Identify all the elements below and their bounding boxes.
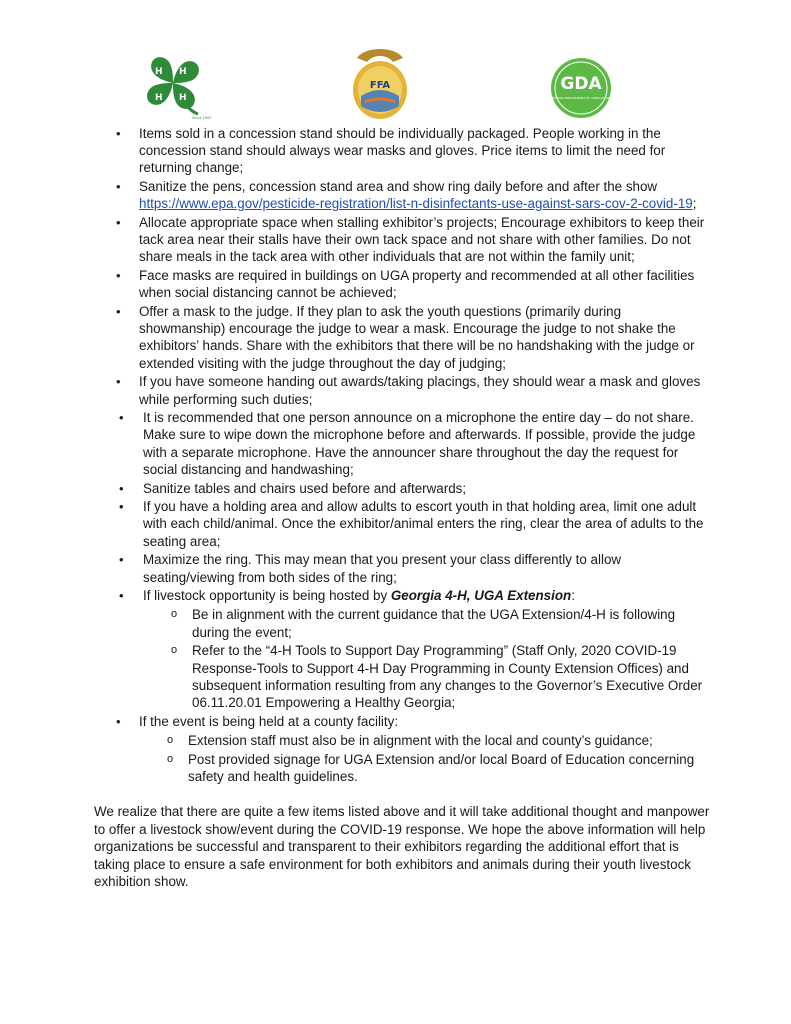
hosting-organization: Georgia 4-H, UGA Extension (390, 588, 572, 604)
ffa-emblem-logo (349, 44, 411, 122)
list-item: • Sanitize tables and chairs used before and afterwards; (0, 480, 791, 497)
header-logos (0, 0, 791, 125)
svg-text:GDA: GDA (560, 74, 602, 94)
gda-logo (549, 56, 613, 120)
svg-text:Since 1902: Since 1902 (192, 116, 212, 120)
svg-text:GEORGIA DEPARTMENT OF AGRICULT: GEORGIA DEPARTMENT OF AGRICULTURE (550, 96, 612, 100)
list-item: • Offer a mask to the judge. If they plan to ask the youth questions (primarily during showmanship) encourage the judge to wear a mask. Encourage the judge to not shake the exhibitors’ hands. Share with the exhibitors that there will be no handshaking with the judge or extended visiting with the judge throughout the day of judging; (0, 303, 791, 372)
sub-list-item: o Post provided signage for UGA Extension and/or local Board of Education concerning safety and health guidelines. (0, 751, 711, 785)
list-item: • Items sold in a concession stand should be individually packaged. People working in the concession stand should always wear masks and gloves. Price items to limit the need for returning change; (0, 125, 791, 177)
list-item: • It is recommended that one person announce on a microphone the entire day – do not share. Make sure to wipe down the microphone before and afterwards. If possible, provide the judge with a separate microphone. Have the announcer share throughout the day the request for social distancing and handwashing; (0, 409, 791, 478)
list-item: • Allocate appropriate space when stalling exhibitor’s projects; Encourage exhibitors to keep their tack area near their stalls have their own tack space and not share with other families. Do not share meals in the tack area with other individuals that are not within the family unit; (0, 214, 791, 266)
list-item: • If livestock opportunity is being hosted by Georgia 4-H, UGA Extension: o Be in alignment with the current guidance that the UGA Extension/4-H is following during the event; o Refer to the “4-H Tools to Support Day Programming” (Staff Only, 2020 COVID-19 Response-Tools to Support 4-H Day Programming in County Extension Offices) and subsequent information resulting from any changes to the Governor’s Executive Order 06.11.20.01 Empowering a Healthy Georgia; (0, 587, 791, 711)
list-item: • Sanitize the pens, concession stand area and show ring daily before and after the show https://www.epa.gov/pesticide-registration/list-n-disinfectants-use-against-sars-cov-2-covid-19; (0, 178, 791, 212)
four-h-clover-logo (140, 50, 212, 120)
closing-paragraph: We realize that there are quite a few items listed above and it will take additional thought and manpower to offer a livestock show/event during the COVID-19 response. We hope the above information will help organizations be successful and transparent to their exhibitors regarding the additional effort that is taking place to ensure a safe environment for both exhibitors and animals during their youth livestock exhibition show. (94, 804, 710, 890)
sub-list (139, 732, 711, 785)
document-body (0, 125, 791, 891)
epa-disinfectants-link[interactable]: https://www.epa.gov/pesticide-registration/list-n-disinfectants-use-against-sars-cov-2-covid-19 (139, 196, 693, 212)
svg-text:H: H (179, 93, 187, 103)
list-item: • If the event is being held at a county facility: o Extension staff must also be in alignment with the local and county’s guidance; o Post provided signage for UGA Extension and/or local Board of Education concerning safety and health guidelines. (0, 713, 791, 785)
svg-text:H: H (179, 67, 187, 77)
list-item: • If you have someone handing out awards/taking placings, they should wear a mask and gloves while performing such duties; (0, 373, 791, 407)
sub-list-item: o Extension staff must also be in alignment with the local and county’s guidance; (0, 732, 711, 749)
sub-list-item: o Be in alignment with the current guidance that the UGA Extension/4-H is following during the event; (4, 606, 711, 640)
svg-text:FFA: FFA (369, 80, 391, 91)
list-item: • Face masks are required in buildings on UGA property and recommended at all other facilities when social distancing cannot be achieved; (0, 267, 791, 301)
guideline-list (0, 125, 791, 785)
list-item: • Maximize the ring. This may mean that you present your class differently to allow seating/viewing from both sides of the ring; (0, 551, 791, 585)
svg-text:H: H (155, 93, 163, 103)
list-item: • If you have a holding area and allow adults to escort youth in that holding area, limit one adult with each child/animal. Once the exhibitor/animal enters the ring, clear the area of adults to the seating area; (0, 498, 791, 550)
sub-list (143, 606, 711, 711)
sub-list-item: o Refer to the “4-H Tools to Support Day Programming” (Staff Only, 2020 COVID-19 Response-Tools to Support 4-H Day Programming in County Extension Offices) and subsequent information resulting from any changes to the Governor’s Executive Order 06.11.20.01 Empowering a Healthy Georgia; (4, 642, 711, 711)
svg-text:H: H (155, 67, 163, 77)
